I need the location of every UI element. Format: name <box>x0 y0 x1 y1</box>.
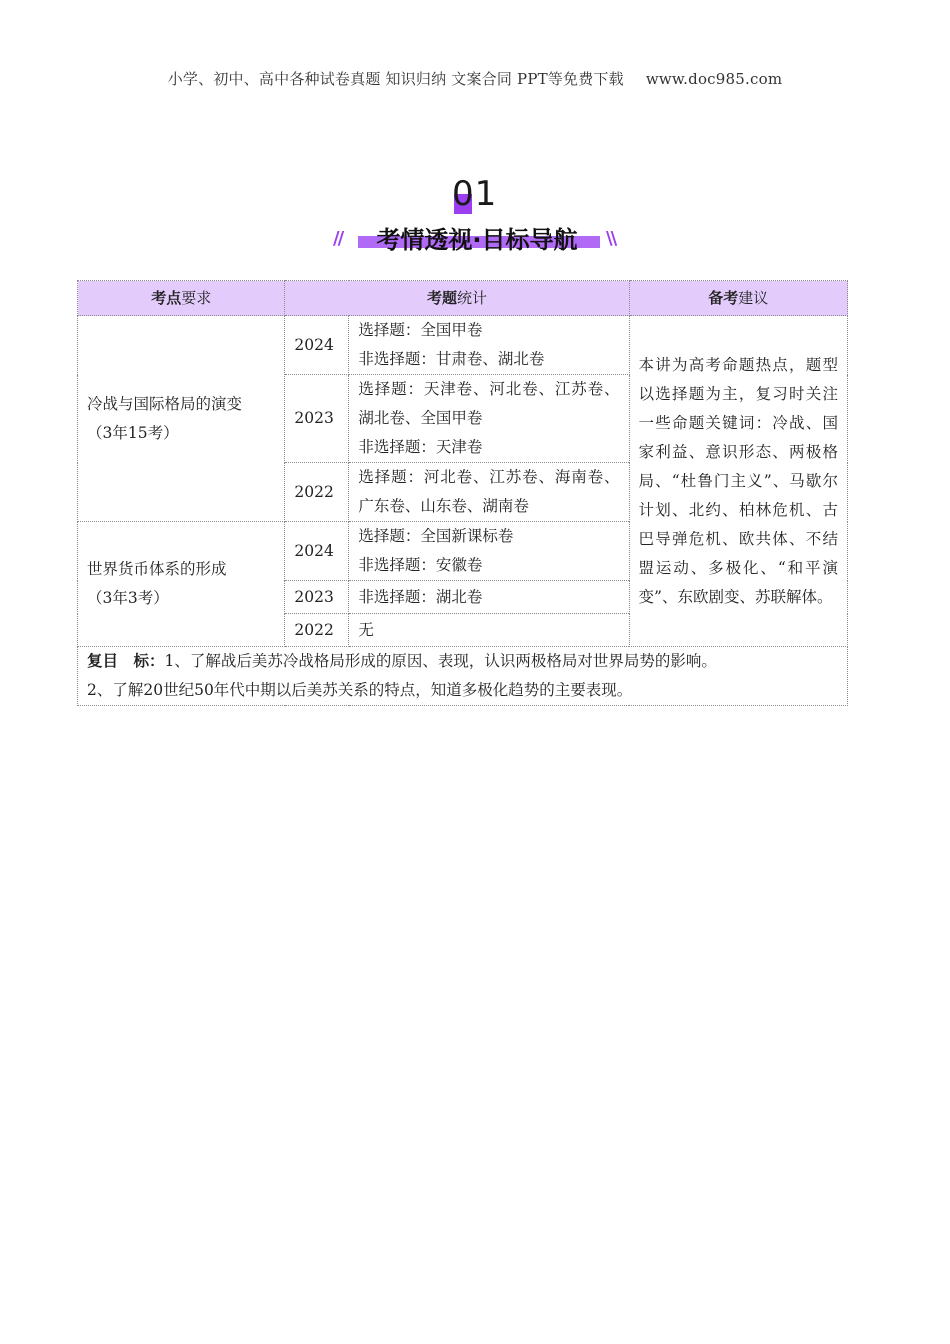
question-types-cell: 选择题：全国甲卷 非选择题：甘肃卷、湖北卷 <box>349 316 629 375</box>
table-row <box>78 316 848 375</box>
table-header-row <box>78 281 848 316</box>
year-cell: 2022 <box>285 463 349 522</box>
year-cell: 2024 <box>285 522 349 581</box>
topic-cell <box>78 316 285 522</box>
year-cell: 2023 <box>285 581 349 614</box>
deco-slash-left: // <box>333 228 343 249</box>
year-cell: 2022 <box>285 614 349 647</box>
header-site[interactable]: www.doc985.com <box>645 70 783 88</box>
question-types-cell: 选择题：全国新课标卷 非选择题：安徽卷 <box>349 522 629 581</box>
header-text: 小学、初中、高中各种试卷真题 知识归纳 文案合同 PPT等免费下载 <box>167 70 624 88</box>
goal-line-1: 1、了解战后美苏冷战格局形成的原因、表现，认识两极格局对世界局势的影响。 <box>164 652 717 670</box>
section-number: 01 <box>452 174 498 214</box>
topic-cell <box>78 522 285 647</box>
page-header <box>0 68 950 89</box>
topic-count: （3年15考） <box>87 423 179 442</box>
year-cell: 2024 <box>285 316 349 375</box>
review-goal-cell <box>78 647 848 706</box>
question-types-cell: 无 <box>349 614 629 647</box>
exam-analysis-table <box>77 280 848 706</box>
header-advice: 备考建议 <box>629 281 847 316</box>
question-types-cell: 选择题：天津卷、河北卷、江苏卷、湖北卷、全国甲卷 非选择题：天津卷 <box>349 375 629 463</box>
header-stats: 考题统计 <box>285 281 629 316</box>
topic-name: 世界货币体系的形成 <box>87 560 227 578</box>
question-types-cell: 选择题：河北卷、江苏卷、海南卷、广东卷、山东卷、湖南卷 <box>349 463 629 522</box>
year-cell: 2023 <box>285 375 349 463</box>
section-title: 考情透视·目标导航 <box>376 226 578 254</box>
goal-line-2: 2、了解20世纪50年代中期以后美苏关系的特点，知道多极化趋势的主要表现。 <box>87 681 633 699</box>
goal-label: 复目 标： <box>87 652 165 670</box>
advice-cell: 本讲为高考命题热点，题型以选择题为主，复习时关注一些命题关键词：冷战、国家利益、意识形态、两极格局、“杜鲁门主义”、马歇尔计划、北约、柏林危机、古巴导弹危机、欧共体、不结盟运动、多极化、“和平演变”、东欧剧变、苏联解体。 <box>629 316 847 647</box>
deco-slash-right: \\ <box>606 228 616 249</box>
topic-count: （3年3考） <box>87 589 169 607</box>
goal-row <box>78 647 848 706</box>
section-badge <box>0 174 950 258</box>
section-title-bar <box>352 222 602 254</box>
topic-name: 冷战与国际格局的演变 <box>87 394 243 413</box>
header-topic: 考点要求 <box>78 281 285 316</box>
question-types-cell: 非选择题：湖北卷 <box>349 581 629 614</box>
section-number-wrap <box>452 174 512 220</box>
